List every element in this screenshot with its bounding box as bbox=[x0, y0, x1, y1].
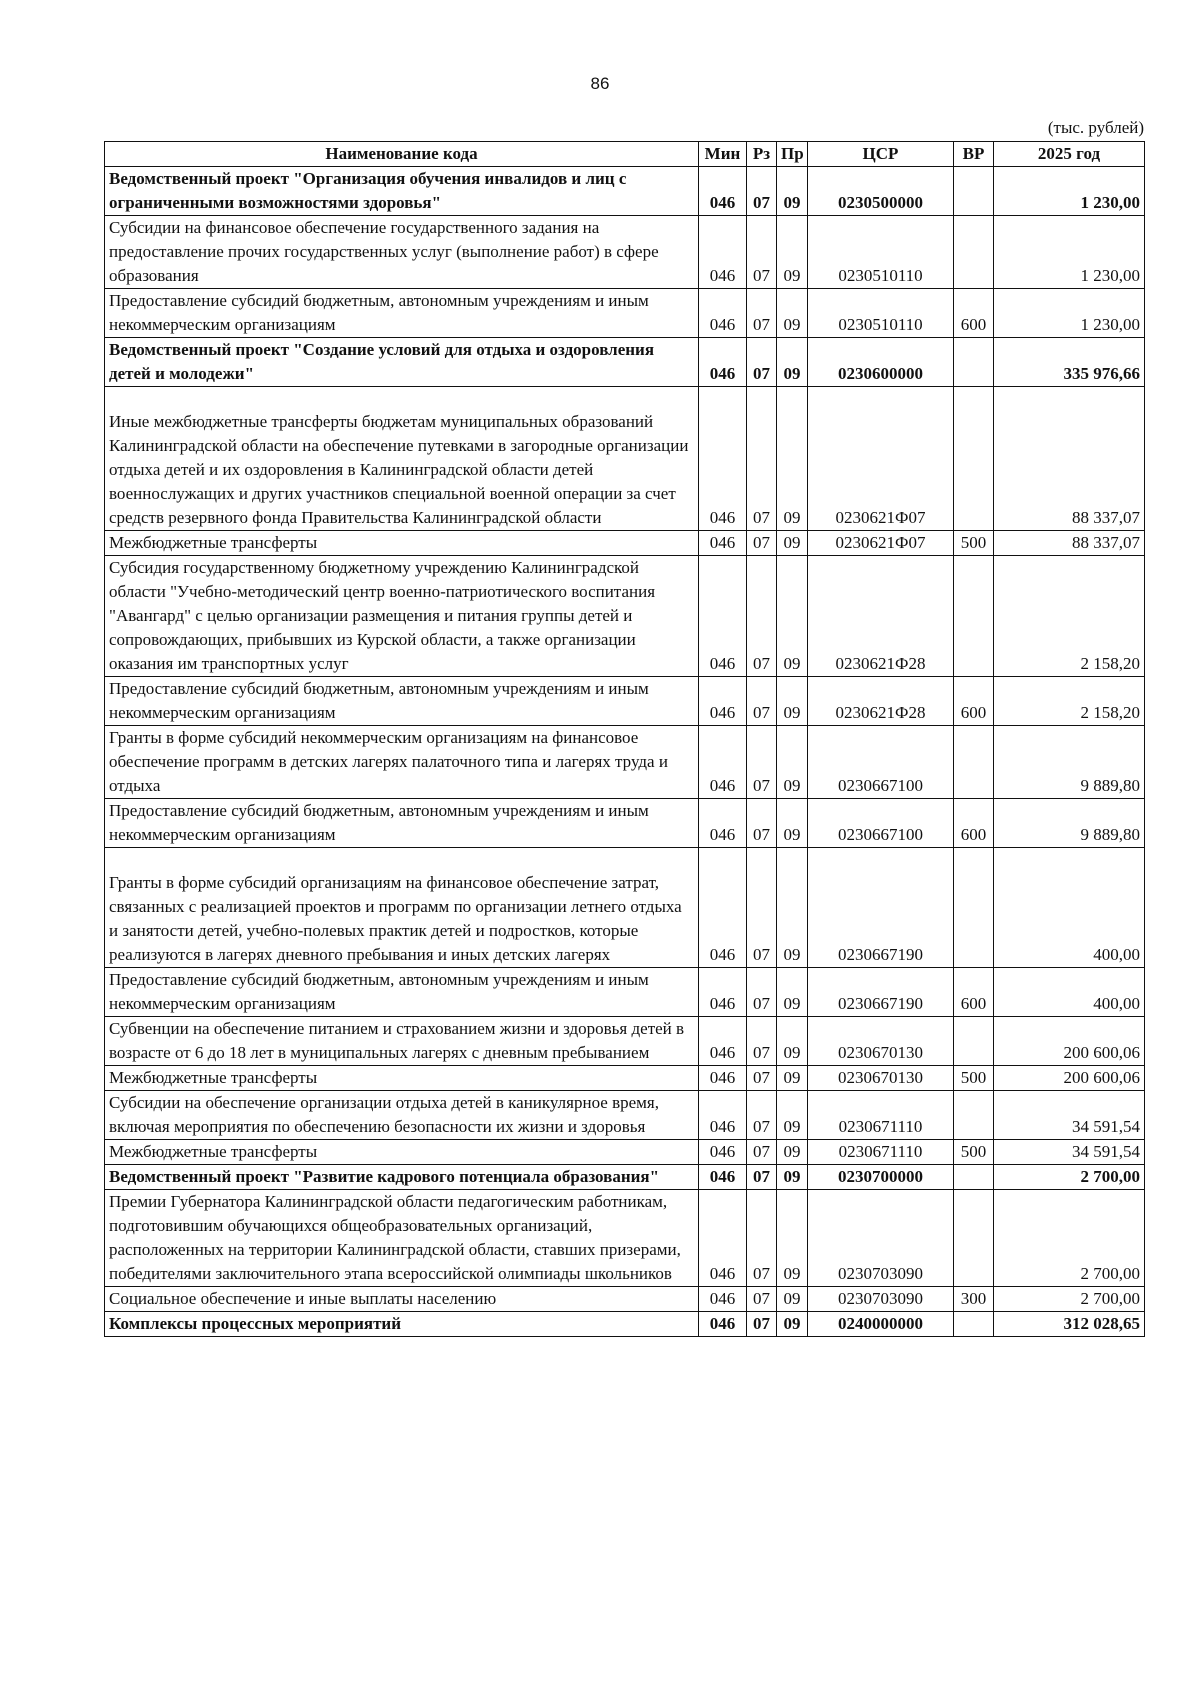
row-vr bbox=[954, 1190, 994, 1287]
row-pr: 09 bbox=[777, 167, 808, 216]
row-csr: 0230703090 bbox=[808, 1287, 954, 1312]
row-min: 046 bbox=[699, 1312, 747, 1337]
row-vr bbox=[954, 1017, 994, 1066]
row-min: 046 bbox=[699, 167, 747, 216]
row-name: Ведомственный проект "Создание условий для отдыха и оздоровления детей и молодежи" bbox=[105, 338, 699, 387]
row-min: 046 bbox=[699, 1066, 747, 1091]
row-rz: 07 bbox=[747, 289, 777, 338]
row-pr: 09 bbox=[777, 1017, 808, 1066]
row-pr: 09 bbox=[777, 1165, 808, 1190]
row-rz: 07 bbox=[747, 556, 777, 677]
row-vr bbox=[954, 556, 994, 677]
header-sum: 2025 год bbox=[994, 142, 1145, 167]
row-min: 046 bbox=[699, 387, 747, 531]
row-min: 046 bbox=[699, 1140, 747, 1165]
row-sum: 2 158,20 bbox=[994, 677, 1145, 726]
row-name: Ведомственный проект "Развитие кадрового потенциала образования" bbox=[105, 1165, 699, 1190]
row-vr bbox=[954, 338, 994, 387]
row-vr: 600 bbox=[954, 968, 994, 1017]
header-csr: ЦСР bbox=[808, 142, 954, 167]
row-rz: 07 bbox=[747, 1312, 777, 1337]
row-name: Субвенции на обеспечение питанием и страхованием жизни и здоровья детей в возрасте от 6 до 18 лет в муниципальных лагерях с дневным пребыванием bbox=[105, 1017, 699, 1066]
row-csr: 0230671110 bbox=[808, 1140, 954, 1165]
table-row bbox=[105, 1312, 1145, 1337]
row-csr: 0230671110 bbox=[808, 1091, 954, 1140]
row-pr: 09 bbox=[777, 848, 808, 968]
row-csr: 0230600000 bbox=[808, 338, 954, 387]
row-vr bbox=[954, 216, 994, 289]
row-rz: 07 bbox=[747, 1017, 777, 1066]
row-rz: 07 bbox=[747, 167, 777, 216]
row-vr: 600 bbox=[954, 677, 994, 726]
table-row bbox=[105, 1287, 1145, 1312]
row-csr: 0240000000 bbox=[808, 1312, 954, 1337]
units-note: (тыс. рублей) bbox=[1047, 118, 1144, 137]
row-sum: 1 230,00 bbox=[994, 167, 1145, 216]
row-rz: 07 bbox=[747, 1287, 777, 1312]
row-rz: 07 bbox=[747, 216, 777, 289]
table-row bbox=[105, 1165, 1145, 1190]
row-sum: 9 889,80 bbox=[994, 799, 1145, 848]
row-csr: 0230510110 bbox=[808, 289, 954, 338]
row-csr: 0230667190 bbox=[808, 848, 954, 968]
header-rz: Рз bbox=[747, 142, 777, 167]
row-sum: 1 230,00 bbox=[994, 216, 1145, 289]
table-row bbox=[105, 1190, 1145, 1287]
row-csr: 0230621Ф28 bbox=[808, 677, 954, 726]
row-min: 046 bbox=[699, 1287, 747, 1312]
row-min: 046 bbox=[699, 531, 747, 556]
row-sum: 335 976,66 bbox=[994, 338, 1145, 387]
row-rz: 07 bbox=[747, 338, 777, 387]
row-name: Предоставление субсидий бюджетным, автономным учреждениям и иным некоммерческим организациям bbox=[105, 677, 699, 726]
row-pr: 09 bbox=[777, 216, 808, 289]
row-sum: 88 337,07 bbox=[994, 387, 1145, 531]
table-row bbox=[105, 848, 1145, 968]
row-csr: 0230703090 bbox=[808, 1190, 954, 1287]
row-sum: 400,00 bbox=[994, 848, 1145, 968]
row-vr bbox=[954, 1312, 994, 1337]
table-row bbox=[105, 1017, 1145, 1066]
row-pr: 09 bbox=[777, 338, 808, 387]
row-csr: 0230621Ф07 bbox=[808, 531, 954, 556]
header-min: Мин bbox=[699, 142, 747, 167]
row-rz: 07 bbox=[747, 1165, 777, 1190]
row-vr: 500 bbox=[954, 1066, 994, 1091]
row-name: Иные межбюджетные трансферты бюджетам муниципальных образований Калининградской области на обеспечение путевками в загородные организации отдыха детей и их оздоровления в Калининградской области детей военнослужащих и других участников специальной военной операции за счет средств резервного фонда Правительства Калининградской области bbox=[105, 387, 699, 531]
header-vr: ВР bbox=[954, 142, 994, 167]
row-vr bbox=[954, 1091, 994, 1140]
table-row bbox=[105, 968, 1145, 1017]
row-rz: 07 bbox=[747, 387, 777, 531]
table-row bbox=[105, 289, 1145, 338]
row-min: 046 bbox=[699, 968, 747, 1017]
row-pr: 09 bbox=[777, 968, 808, 1017]
page-number: 86 bbox=[590, 74, 610, 93]
row-name: Предоставление субсидий бюджетным, автономным учреждениям и иным некоммерческим организациям bbox=[105, 289, 699, 338]
table-row bbox=[105, 531, 1145, 556]
row-sum: 312 028,65 bbox=[994, 1312, 1145, 1337]
row-name: Межбюджетные трансферты bbox=[105, 531, 699, 556]
table-row bbox=[105, 216, 1145, 289]
row-sum: 2 158,20 bbox=[994, 556, 1145, 677]
row-name: Межбюджетные трансферты bbox=[105, 1140, 699, 1165]
row-sum: 400,00 bbox=[994, 968, 1145, 1017]
budget-table bbox=[104, 141, 1145, 1337]
row-vr: 300 bbox=[954, 1287, 994, 1312]
row-rz: 07 bbox=[747, 677, 777, 726]
row-name: Предоставление субсидий бюджетным, автономным учреждениям и иным некоммерческим организациям bbox=[105, 968, 699, 1017]
row-rz: 07 bbox=[747, 726, 777, 799]
row-csr: 0230500000 bbox=[808, 167, 954, 216]
row-pr: 09 bbox=[777, 1091, 808, 1140]
row-pr: 09 bbox=[777, 726, 808, 799]
row-vr bbox=[954, 848, 994, 968]
row-rz: 07 bbox=[747, 531, 777, 556]
row-min: 046 bbox=[699, 848, 747, 968]
row-pr: 09 bbox=[777, 289, 808, 338]
row-min: 046 bbox=[699, 799, 747, 848]
row-min: 046 bbox=[699, 1190, 747, 1287]
row-csr: 0230670130 bbox=[808, 1066, 954, 1091]
row-name: Субсидия государственному бюджетному учреждению Калининградской области "Учебно-методический центр военно-патриотического воспитания "Авангард" с целью организации размещения и питания группы детей и сопровождающих, прибывших из Курской области, а также организации оказания им транспортных услуг bbox=[105, 556, 699, 677]
row-min: 046 bbox=[699, 677, 747, 726]
row-pr: 09 bbox=[777, 556, 808, 677]
row-sum: 2 700,00 bbox=[994, 1287, 1145, 1312]
row-rz: 07 bbox=[747, 1140, 777, 1165]
table-row bbox=[105, 338, 1145, 387]
row-vr: 500 bbox=[954, 1140, 994, 1165]
row-name: Субсидии на финансовое обеспечение государственного задания на предоставление прочих государственных услуг (выполнение работ) в сфере образования bbox=[105, 216, 699, 289]
row-pr: 09 bbox=[777, 387, 808, 531]
row-name: Ведомственный проект "Организация обучения инвалидов и лиц с ограниченными возможностями здоровья" bbox=[105, 167, 699, 216]
row-sum: 88 337,07 bbox=[994, 531, 1145, 556]
row-min: 046 bbox=[699, 216, 747, 289]
row-rz: 07 bbox=[747, 1066, 777, 1091]
row-sum: 1 230,00 bbox=[994, 289, 1145, 338]
row-csr: 0230667190 bbox=[808, 968, 954, 1017]
row-pr: 09 bbox=[777, 1287, 808, 1312]
row-name: Комплексы процессных мероприятий bbox=[105, 1312, 699, 1337]
row-vr: 600 bbox=[954, 289, 994, 338]
row-sum: 200 600,06 bbox=[994, 1066, 1145, 1091]
row-sum: 34 591,54 bbox=[994, 1140, 1145, 1165]
row-min: 046 bbox=[699, 556, 747, 677]
row-rz: 07 bbox=[747, 799, 777, 848]
row-name: Субсидии на обеспечение организации отдыха детей в каникулярное время, включая мероприятия по обеспечению безопасности их жизни и здоровья bbox=[105, 1091, 699, 1140]
row-min: 046 bbox=[699, 1165, 747, 1190]
row-csr: 0230667100 bbox=[808, 799, 954, 848]
row-vr bbox=[954, 726, 994, 799]
table-row bbox=[105, 167, 1145, 216]
row-pr: 09 bbox=[777, 799, 808, 848]
row-sum: 9 889,80 bbox=[994, 726, 1145, 799]
row-name: Гранты в форме субсидий организациям на финансовое обеспечение затрат, связанных с реализацией проектов и программ по организации летнего отдыха и занятости детей, учебно-полевых практик детей и подростков, которые реализуются в лагерях дневного пребывания и иных детских лагерях bbox=[105, 848, 699, 968]
row-pr: 09 bbox=[777, 1190, 808, 1287]
row-sum: 2 700,00 bbox=[994, 1190, 1145, 1287]
table-row bbox=[105, 1140, 1145, 1165]
row-name: Премии Губернатора Калининградской области педагогическим работникам, подготовившим обучающихся общеобразовательных организаций, расположенных на территории Калининградской области, ставших призерами, победителями заключительного этапа всероссийской олимпиады школьников bbox=[105, 1190, 699, 1287]
row-vr bbox=[954, 387, 994, 531]
row-rz: 07 bbox=[747, 848, 777, 968]
row-min: 046 bbox=[699, 726, 747, 799]
table-row bbox=[105, 799, 1145, 848]
row-min: 046 bbox=[699, 1091, 747, 1140]
row-csr: 0230667100 bbox=[808, 726, 954, 799]
table-row bbox=[105, 726, 1145, 799]
row-pr: 09 bbox=[777, 531, 808, 556]
table-row bbox=[105, 1091, 1145, 1140]
row-vr: 500 bbox=[954, 531, 994, 556]
row-min: 046 bbox=[699, 338, 747, 387]
row-vr bbox=[954, 167, 994, 216]
row-pr: 09 bbox=[777, 1140, 808, 1165]
table-row bbox=[105, 387, 1145, 531]
row-rz: 07 bbox=[747, 1190, 777, 1287]
row-name: Межбюджетные трансферты bbox=[105, 1066, 699, 1091]
header-pr: Пр bbox=[777, 142, 808, 167]
row-name: Гранты в форме субсидий некоммерческим организациям на финансовое обеспечение программ в детских лагерях палаточного типа и лагерях труда и отдыха bbox=[105, 726, 699, 799]
row-pr: 09 bbox=[777, 1066, 808, 1091]
row-sum: 200 600,06 bbox=[994, 1017, 1145, 1066]
row-vr bbox=[954, 1165, 994, 1190]
row-min: 046 bbox=[699, 1017, 747, 1066]
row-name: Социальное обеспечение и иные выплаты населению bbox=[105, 1287, 699, 1312]
row-rz: 07 bbox=[747, 968, 777, 1017]
row-pr: 09 bbox=[777, 1312, 808, 1337]
row-sum: 2 700,00 bbox=[994, 1165, 1145, 1190]
table-header bbox=[105, 142, 1145, 167]
row-csr: 0230510110 bbox=[808, 216, 954, 289]
row-csr: 0230621Ф28 bbox=[808, 556, 954, 677]
row-csr: 0230700000 bbox=[808, 1165, 954, 1190]
row-sum: 34 591,54 bbox=[994, 1091, 1145, 1140]
table-row bbox=[105, 556, 1145, 677]
row-pr: 09 bbox=[777, 677, 808, 726]
row-name: Предоставление субсидий бюджетным, автономным учреждениям и иным некоммерческим организациям bbox=[105, 799, 699, 848]
row-vr: 600 bbox=[954, 799, 994, 848]
table-row bbox=[105, 1066, 1145, 1091]
row-csr: 0230621Ф07 bbox=[808, 387, 954, 531]
row-min: 046 bbox=[699, 289, 747, 338]
header-name: Наименование кода bbox=[105, 142, 699, 167]
row-csr: 0230670130 bbox=[808, 1017, 954, 1066]
row-rz: 07 bbox=[747, 1091, 777, 1140]
table-row bbox=[105, 677, 1145, 726]
